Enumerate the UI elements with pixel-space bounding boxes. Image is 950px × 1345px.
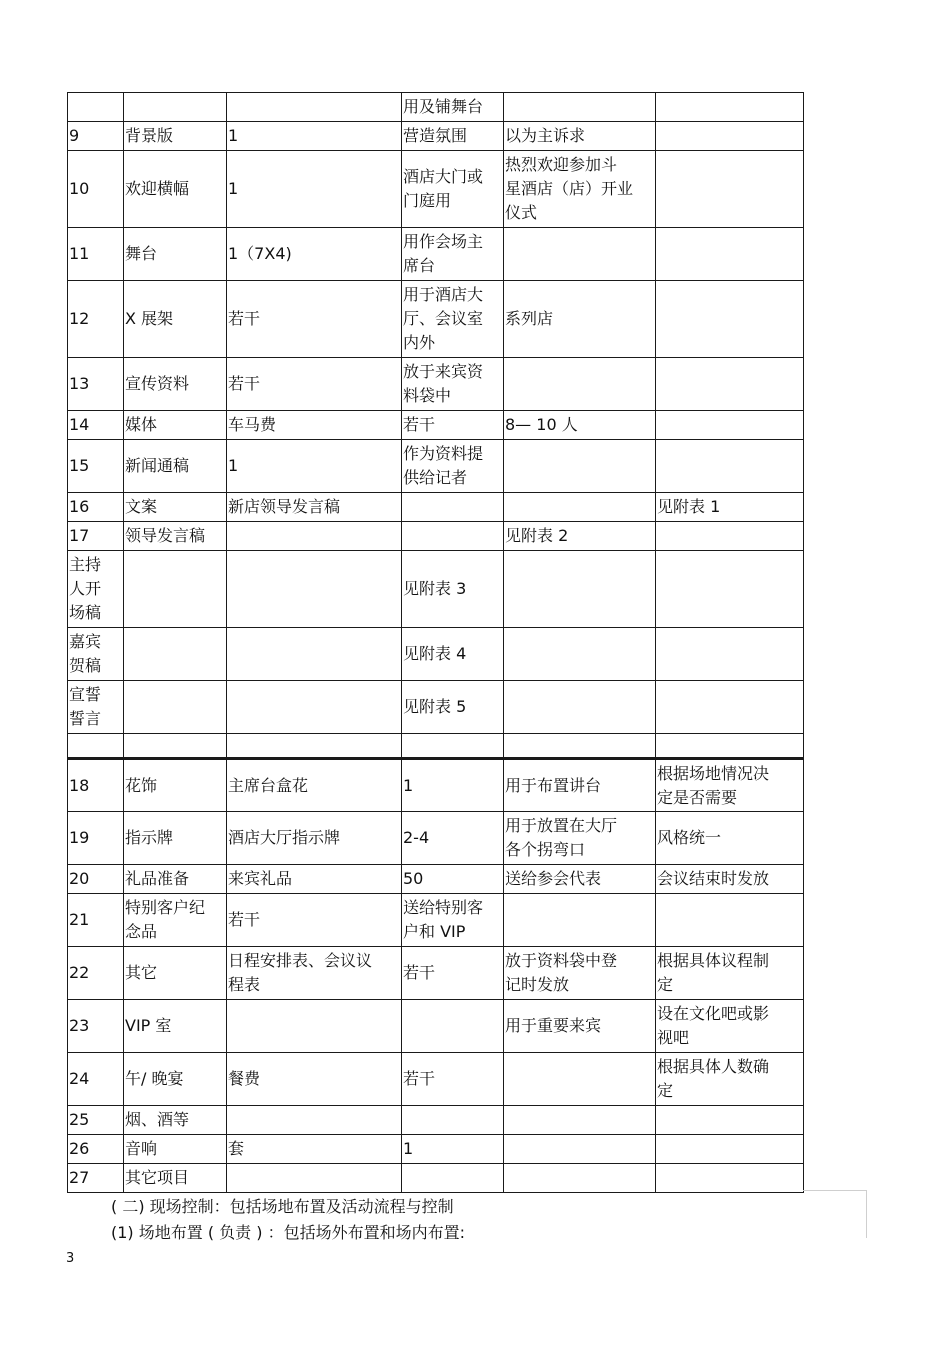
table-cell: X 展架: [124, 281, 227, 358]
table-cell: 酒店大门或 门庭用: [402, 151, 504, 228]
table-cell: 烟、酒等: [124, 1106, 227, 1135]
table-cell: 1: [402, 1135, 504, 1164]
table-cell: 22: [68, 947, 124, 1000]
table-cell: [656, 440, 804, 493]
table-cell: 背景版: [124, 122, 227, 151]
table-cell: 18: [68, 759, 124, 812]
table-row: [68, 628, 804, 681]
table-cell: 媒体: [124, 411, 227, 440]
table-row: [68, 865, 804, 894]
items-table: [67, 92, 804, 1193]
table-cell: [656, 93, 804, 122]
table-cell: 见附表 4: [402, 628, 504, 681]
table-cell: [504, 358, 656, 411]
table-cell: 若干: [227, 894, 402, 947]
table-cell: 20: [68, 865, 124, 894]
table-cell: [656, 628, 804, 681]
table-cell: 主席台盒花: [227, 759, 402, 812]
table-cell: [227, 551, 402, 628]
table-cell: [124, 93, 227, 122]
table-cell: [124, 681, 227, 734]
table-cell: 1: [227, 151, 402, 228]
table-row: [68, 759, 804, 812]
table-row: [68, 894, 804, 947]
table-row: [68, 734, 804, 759]
table-cell: 14: [68, 411, 124, 440]
table-cell: 见附表 3: [402, 551, 504, 628]
table-cell: 12: [68, 281, 124, 358]
table-cell: 根据场地情况决 定是否需要: [656, 759, 804, 812]
table-cell: 24: [68, 1053, 124, 1106]
divider-line: [803, 1190, 866, 1191]
table-cell: 音响: [124, 1135, 227, 1164]
table-cell: [656, 151, 804, 228]
table-cell: 特别客户纪 念品: [124, 894, 227, 947]
table-cell: 11: [68, 228, 124, 281]
table-cell: 根据具体议程制 定: [656, 947, 804, 1000]
table-cell: 若干: [402, 947, 504, 1000]
table-row: [68, 93, 804, 122]
table-cell: [124, 628, 227, 681]
table-row: [68, 947, 804, 1000]
table-cell: [402, 493, 504, 522]
table-cell: [504, 440, 656, 493]
table-cell: 风格统一: [656, 812, 804, 865]
table-cell: [227, 522, 402, 551]
table-cell: 1: [402, 759, 504, 812]
table-cell: 花饰: [124, 759, 227, 812]
table-cell: 根据具体人数确 定: [656, 1053, 804, 1106]
table-cell: [227, 1000, 402, 1053]
table-cell: [656, 122, 804, 151]
table-cell: [504, 1106, 656, 1135]
table-row: [68, 522, 804, 551]
table-cell: 设在文化吧或影 视吧: [656, 1000, 804, 1053]
table-cell: VIP 室: [124, 1000, 227, 1053]
table-cell: [504, 551, 656, 628]
table-cell: [227, 1106, 402, 1135]
table-cell: 17: [68, 522, 124, 551]
table-cell: [504, 628, 656, 681]
table-cell: [504, 93, 656, 122]
table-cell: [402, 1164, 504, 1193]
table-cell: [68, 93, 124, 122]
table-cell: 套: [227, 1135, 402, 1164]
table-cell: 车马费: [227, 411, 402, 440]
table-cell: 21: [68, 894, 124, 947]
table-cell: [504, 1053, 656, 1106]
table-cell: [504, 228, 656, 281]
table-cell: 放于来宾资 料袋中: [402, 358, 504, 411]
table-cell: 午/ 晚宴: [124, 1053, 227, 1106]
table-cell: 嘉宾 贺稿: [68, 628, 124, 681]
table-cell: 15: [68, 440, 124, 493]
table-cell: 13: [68, 358, 124, 411]
table-cell: 酒店大厅指示牌: [227, 812, 402, 865]
table-cell: 9: [68, 122, 124, 151]
table-cell: 指示牌: [124, 812, 227, 865]
table-cell: 2-4: [402, 812, 504, 865]
table-cell: 见附表 2: [504, 522, 656, 551]
table-cell: 见附表 5: [402, 681, 504, 734]
table-cell: [656, 551, 804, 628]
table-cell: [656, 522, 804, 551]
table-row: [68, 1164, 804, 1193]
divider-line: [866, 1190, 867, 1238]
table-cell: 用及铺舞台: [402, 93, 504, 122]
table-cell: 用作会场主 席台: [402, 228, 504, 281]
table-cell: 领导发言稿: [124, 522, 227, 551]
table-cell: 10: [68, 151, 124, 228]
section-heading-site-control: ( 二) 现场控制：包括场地布置及活动流程与控制: [111, 1197, 454, 1216]
table-cell: [656, 1106, 804, 1135]
table-cell: 营造氛围: [402, 122, 504, 151]
table-cell: 50: [402, 865, 504, 894]
table-cell: 其它: [124, 947, 227, 1000]
table-cell: 用于重要来宾: [504, 1000, 656, 1053]
table-cell: 若干: [227, 358, 402, 411]
table-cell: [227, 681, 402, 734]
table-cell: 会议结束时发放: [656, 865, 804, 894]
table-cell: [124, 551, 227, 628]
table-cell: [656, 281, 804, 358]
table-row: [68, 440, 804, 493]
table-cell: [504, 894, 656, 947]
table-cell: [227, 628, 402, 681]
table-cell: 日程安排表、会议议 程表: [227, 947, 402, 1000]
table-cell: 若干: [227, 281, 402, 358]
table-cell: 主持 人开 场稿: [68, 551, 124, 628]
table-cell: [68, 734, 124, 759]
table-cell: 见附表 1: [656, 493, 804, 522]
table-cell: [227, 93, 402, 122]
table-cell: [656, 1135, 804, 1164]
table-row: [68, 358, 804, 411]
table-row: [68, 228, 804, 281]
table-cell: [504, 681, 656, 734]
table-cell: [227, 734, 402, 759]
table-cell: 作为资料提 供给记者: [402, 440, 504, 493]
page-number: 3: [66, 1251, 75, 1266]
table-cell: 19: [68, 812, 124, 865]
table-cell: 26: [68, 1135, 124, 1164]
table-cell: [656, 894, 804, 947]
table-cell: 热烈欢迎参加斗 星酒店（店）开业 仪式: [504, 151, 656, 228]
table-cell: 8— 10 人: [504, 411, 656, 440]
table-row: [68, 411, 804, 440]
table-cell: 宣传资料: [124, 358, 227, 411]
table-cell: 23: [68, 1000, 124, 1053]
table-cell: 25: [68, 1106, 124, 1135]
table-cell: 1: [227, 122, 402, 151]
table-cell: 来宾礼品: [227, 865, 402, 894]
table-cell: [504, 1164, 656, 1193]
table-cell: 27: [68, 1164, 124, 1193]
table-cell: 若干: [402, 1053, 504, 1106]
table-cell: 其它项目: [124, 1164, 227, 1193]
table-row: [68, 1135, 804, 1164]
table-cell: 放于资料袋中登 记时发放: [504, 947, 656, 1000]
table-cell: 舞台: [124, 228, 227, 281]
table-cell: 以为主诉求: [504, 122, 656, 151]
table-row: [68, 151, 804, 228]
table-row: [68, 551, 804, 628]
table-cell: [656, 228, 804, 281]
table-row: [68, 812, 804, 865]
table-row: [68, 1000, 804, 1053]
table-row: [68, 122, 804, 151]
table-cell: 1: [227, 440, 402, 493]
table-cell: 系列店: [504, 281, 656, 358]
table-cell: 文案: [124, 493, 227, 522]
table-cell: 宣誓 誓言: [68, 681, 124, 734]
table-row: [68, 681, 804, 734]
table-cell: [504, 734, 656, 759]
table-cell: [402, 522, 504, 551]
table-cell: 新店领导发言稿: [227, 493, 402, 522]
table-row: [68, 1053, 804, 1106]
table-cell: [504, 493, 656, 522]
table-cell: 新闻通稿: [124, 440, 227, 493]
table-row: [68, 281, 804, 358]
table-cell: 礼品准备: [124, 865, 227, 894]
subsection-site-layout: (1) 场地布置 ( 负责 ) ：包括场外布置和场内布置:: [111, 1223, 465, 1242]
table-cell: [124, 734, 227, 759]
table-cell: [656, 411, 804, 440]
table-cell: [656, 681, 804, 734]
table-row: [68, 493, 804, 522]
table-cell: [227, 1164, 402, 1193]
table-cell: 用于布置讲台: [504, 759, 656, 812]
table-cell: 若干: [402, 411, 504, 440]
table-cell: [656, 1164, 804, 1193]
table-cell: 送给参会代表: [504, 865, 656, 894]
table-cell: 送给特别客 户和 VIP: [402, 894, 504, 947]
table-cell: [656, 734, 804, 759]
table-cell: [656, 358, 804, 411]
table-cell: 16: [68, 493, 124, 522]
table-cell: 餐费: [227, 1053, 402, 1106]
table-cell: [402, 1000, 504, 1053]
table-row: [68, 1106, 804, 1135]
table-cell: 欢迎横幅: [124, 151, 227, 228]
table-cell: 用于酒店大 厅、会议室 内外: [402, 281, 504, 358]
table-cell: [402, 734, 504, 759]
table-cell: 用于放置在大厅 各个拐弯口: [504, 812, 656, 865]
table-cell: [504, 1135, 656, 1164]
table-cell: 1（7X4): [227, 228, 402, 281]
table-cell: [402, 1106, 504, 1135]
